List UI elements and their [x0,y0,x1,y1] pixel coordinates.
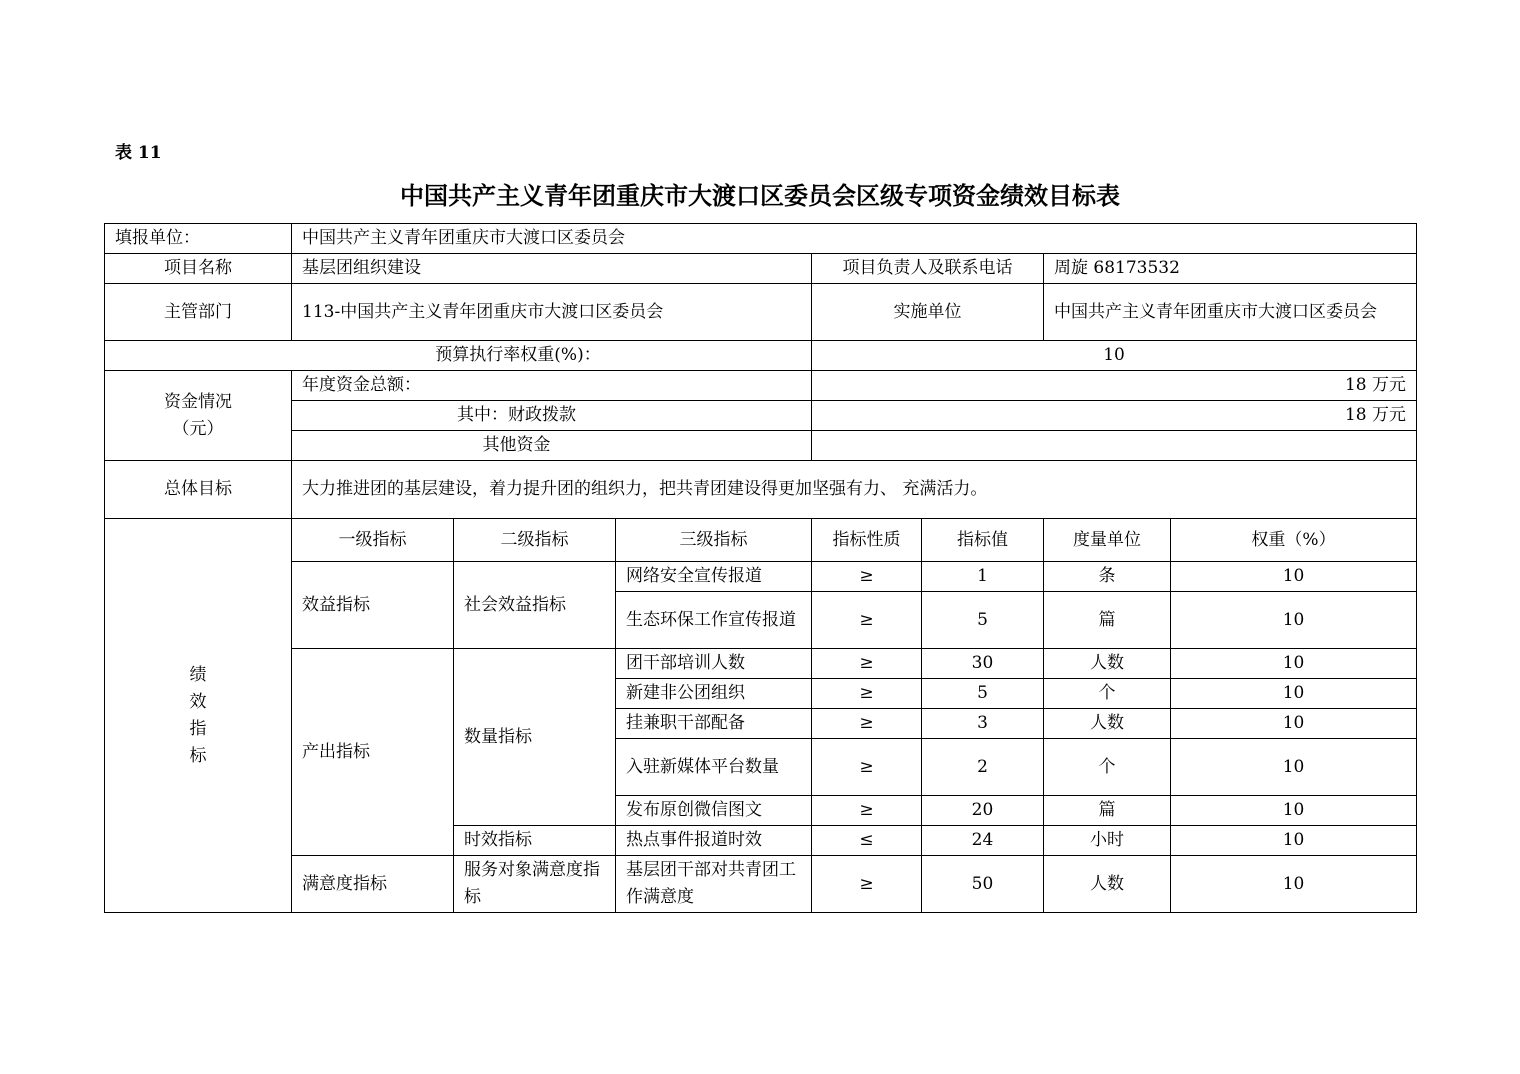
indicators-section-label [105,519,292,913]
weight-cell: 10 [1171,796,1417,826]
unit-cell: 篇 [1044,796,1171,826]
header-level2: 二级指标 [454,519,616,562]
level3-cell: 生态环保工作宣传报道 [616,592,812,649]
funds-label [105,371,292,461]
funds-label-line2: （元） [172,418,224,439]
section-char: 绩 [189,664,207,685]
table-row [105,856,1417,913]
level1-cell: 满意度指标 [292,856,454,913]
value-cell: 20 [922,796,1044,826]
funds-label-line1: 资金情况 [164,391,232,412]
weight-cell: 10 [1171,649,1417,679]
value-cell: 5 [922,592,1044,649]
nature-cell: ≥ [812,592,922,649]
value-cell: 24 [922,826,1044,856]
budget-rate-value: 10 [812,341,1417,371]
header-level1: 一级指标 [292,519,454,562]
project-name-label: 项目名称 [105,254,292,284]
funds-total-label: 年度资金总额： [292,371,812,401]
level3-cell: 挂兼职干部配备 [616,709,812,739]
supervisor-label: 主管部门 [105,284,292,341]
table-row [105,562,1417,592]
value-cell: 50 [922,856,1044,913]
unit-cell: 人数 [1044,649,1171,679]
nature-cell: ≤ [812,826,922,856]
value-cell: 2 [922,739,1044,796]
weight-cell: 10 [1171,592,1417,649]
section-char: 效 [189,691,207,712]
nature-cell: ≥ [812,856,922,913]
header-weight: 权重（%） [1171,519,1417,562]
value-cell: 1 [922,562,1044,592]
budget-rate-label: 预算执行率权重(%)： [105,341,812,371]
unit-cell: 小时 [1044,826,1171,856]
level3-cell: 网络安全宣传报道 [616,562,812,592]
weight-cell: 10 [1171,856,1417,913]
nature-cell: ≥ [812,649,922,679]
unit-cell: 个 [1044,739,1171,796]
funds-other-label: 其他资金 [292,431,812,461]
level2-cell: 服务对象满意度指标 [454,856,616,913]
document-title: 中国共产主义青年团重庆市大渡口区委员会区级专项资金绩效目标表 [400,181,1120,210]
section-char: 标 [189,745,207,766]
header-unit: 度量单位 [1044,519,1171,562]
level3-cell: 新建非公团组织 [616,679,812,709]
value-cell: 30 [922,649,1044,679]
header-value: 指标值 [922,519,1044,562]
level3-cell: 热点事件报道时效 [616,826,812,856]
weight-cell: 10 [1171,826,1417,856]
performance-target-table [104,223,1417,913]
goal-label: 总体目标 [105,461,292,519]
level2-cell: 时效指标 [454,826,616,856]
nature-cell: ≥ [812,562,922,592]
unit-cell: 篇 [1044,592,1171,649]
unit-cell: 人数 [1044,856,1171,913]
table-number-label: 表 11 [115,143,162,163]
unit-cell: 条 [1044,562,1171,592]
implementer-value: 中国共产主义青年团重庆市大渡口区委员会 [1044,284,1417,341]
weight-cell: 10 [1171,709,1417,739]
fill-unit-label: 填报单位： [105,224,292,254]
weight-cell: 10 [1171,562,1417,592]
level3-cell: 入驻新媒体平台数量 [616,739,812,796]
goal-value: 大力推进团的基层建设，着力提升团的组织力，把共青团建设得更加坚强有力、 充满活力。 [292,461,1417,519]
funds-other-value [812,431,1417,461]
unit-cell: 人数 [1044,709,1171,739]
level1-cell: 产出指标 [292,649,454,856]
table-row [105,649,1417,679]
level2-cell: 社会效益指标 [454,562,616,649]
header-level3: 三级指标 [616,519,812,562]
funds-total-value: 18 万元 [812,371,1417,401]
implementer-label: 实施单位 [812,284,1044,341]
fill-unit-value: 中国共产主义青年团重庆市大渡口区委员会 [292,224,1417,254]
level2-cell: 数量指标 [454,649,616,826]
level3-cell: 团干部培训人数 [616,649,812,679]
level3-cell: 基层团干部对共青团工作满意度 [616,856,812,913]
section-char: 指 [189,718,207,739]
weight-cell: 10 [1171,739,1417,796]
level3-cell: 发布原创微信图文 [616,796,812,826]
weight-cell: 10 [1171,679,1417,709]
nature-cell: ≥ [812,796,922,826]
header-nature: 指标性质 [812,519,922,562]
manager-label: 项目负责人及联系电话 [812,254,1044,284]
unit-cell: 个 [1044,679,1171,709]
value-cell: 3 [922,709,1044,739]
supervisor-value: 113-中国共产主义青年团重庆市大渡口区委员会 [292,284,812,341]
nature-cell: ≥ [812,679,922,709]
nature-cell: ≥ [812,709,922,739]
funds-fiscal-label: 其中：财政拨款 [292,401,812,431]
funds-fiscal-value: 18 万元 [812,401,1417,431]
nature-cell: ≥ [812,739,922,796]
level1-cell: 效益指标 [292,562,454,649]
manager-value: 周旋 68173532 [1044,254,1417,284]
project-name-value: 基层团组织建设 [292,254,812,284]
value-cell: 5 [922,679,1044,709]
